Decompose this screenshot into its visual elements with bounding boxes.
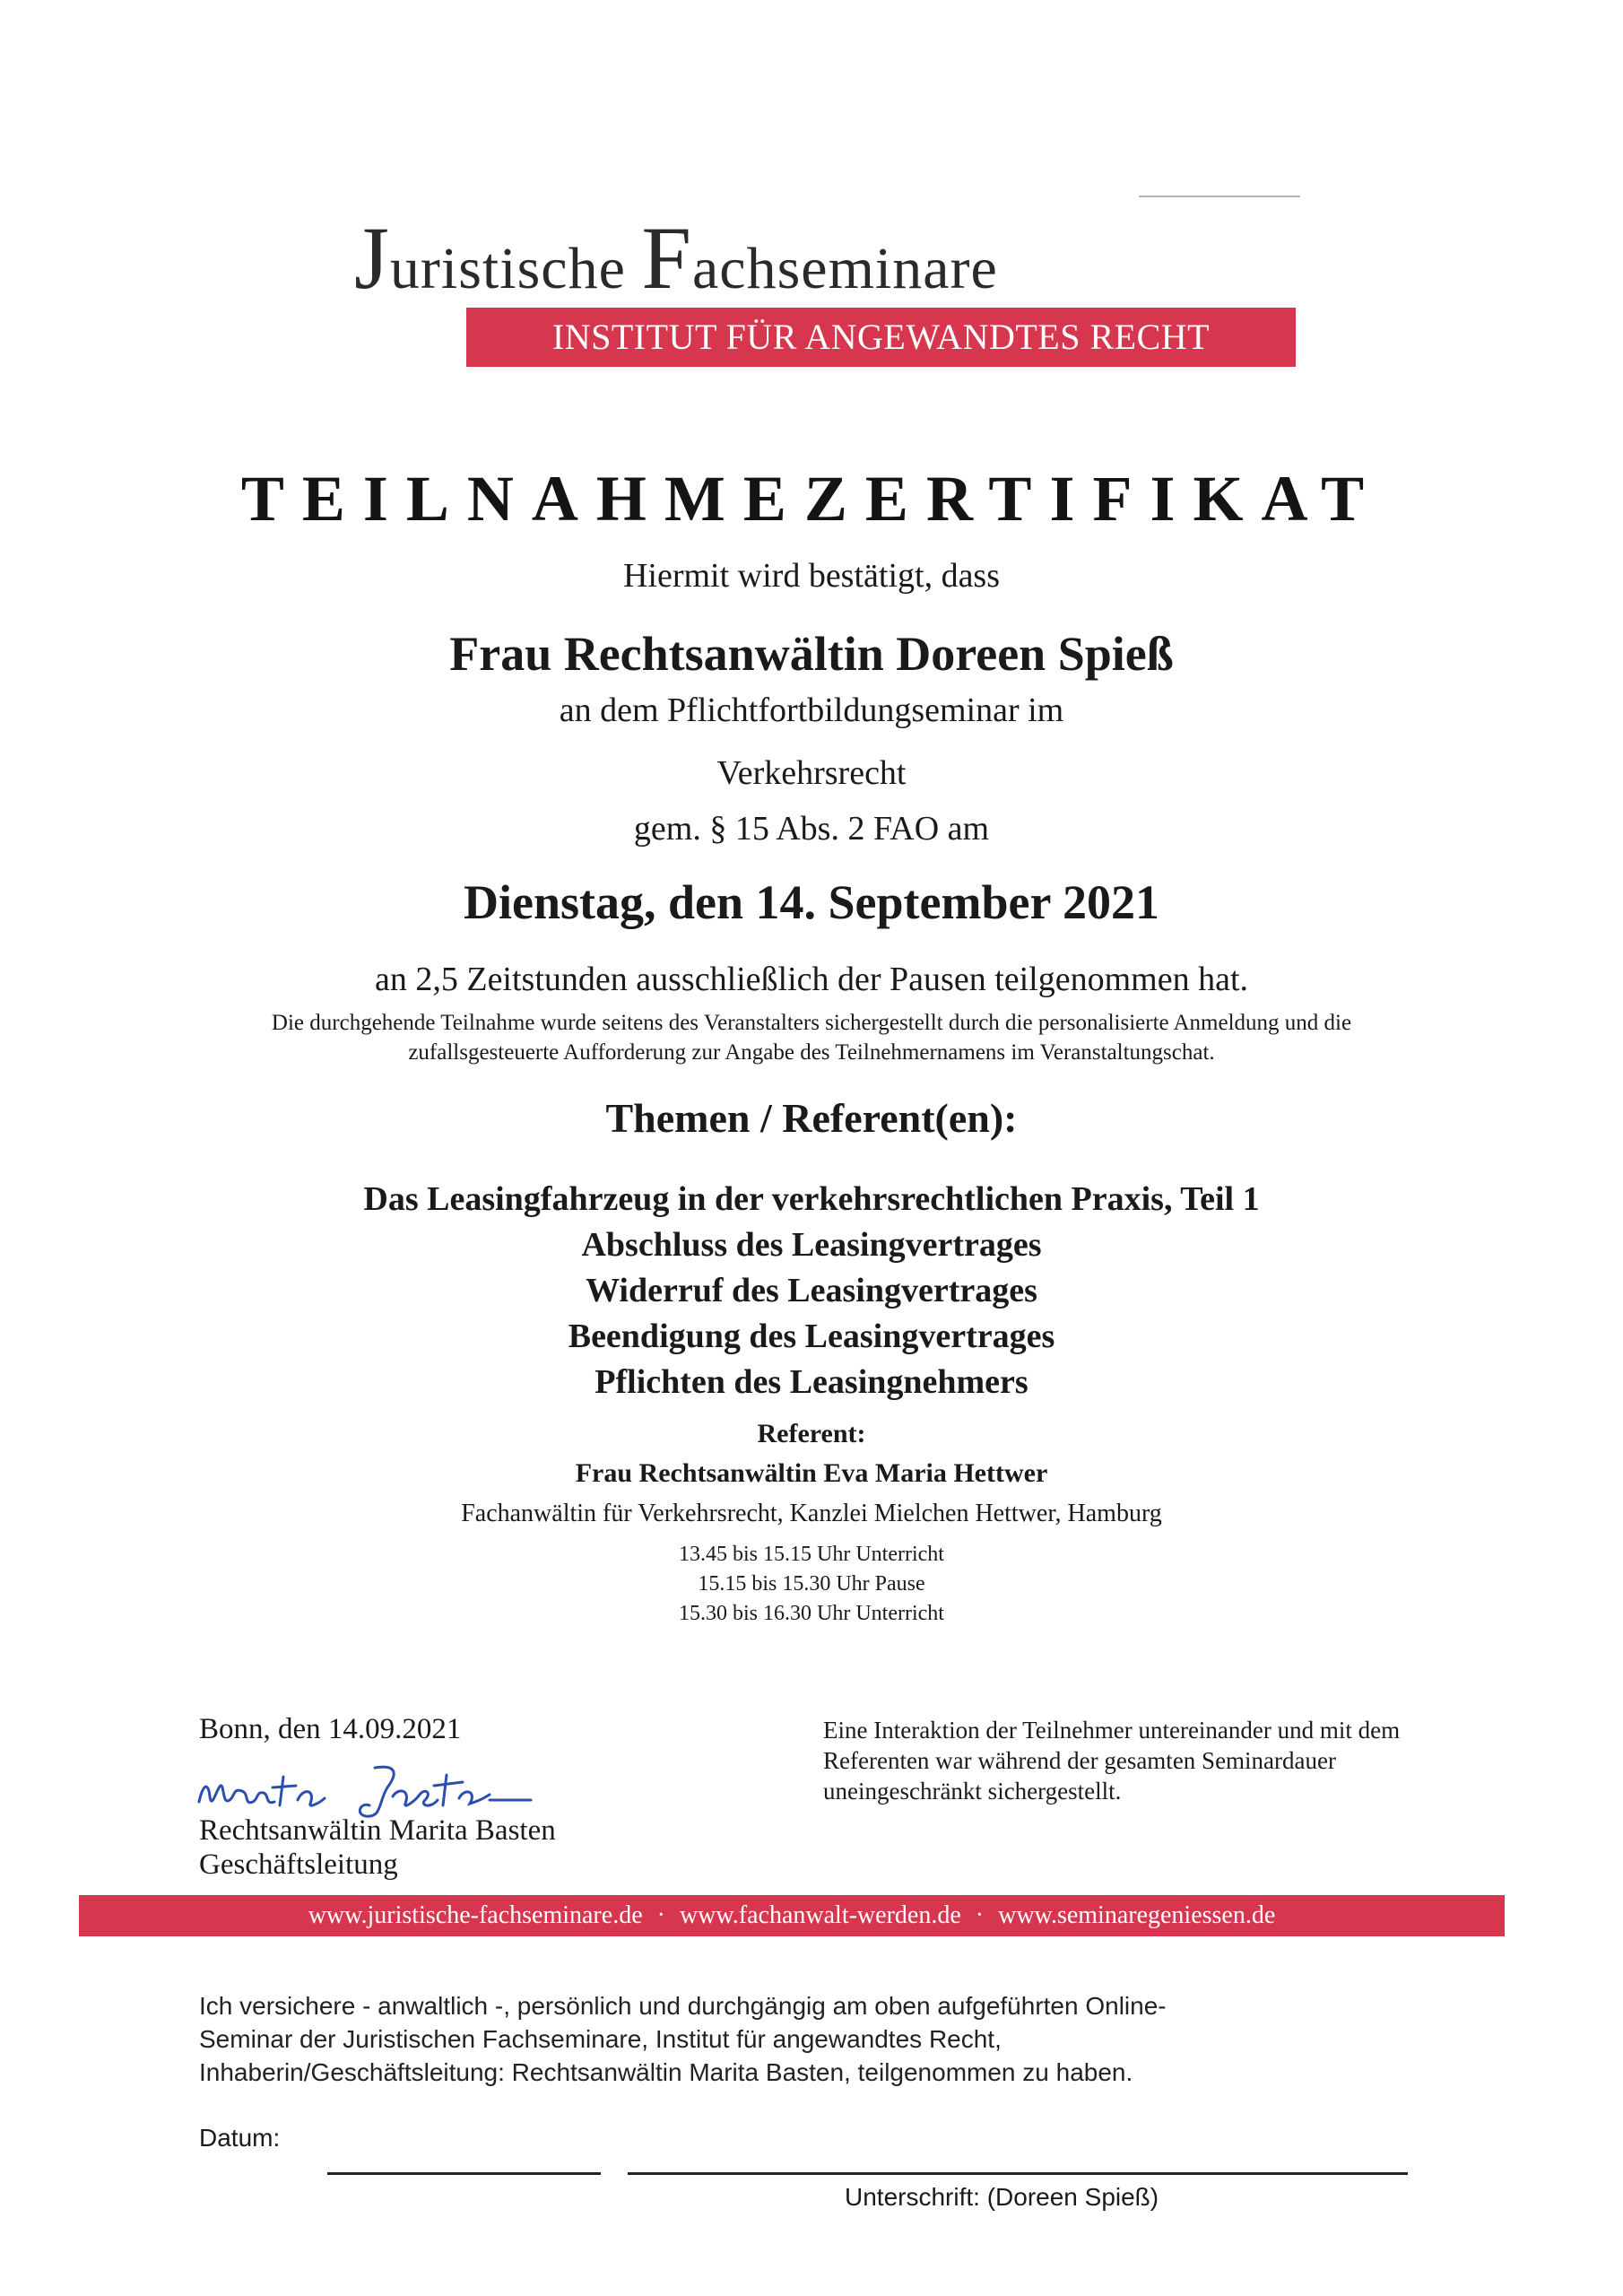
- logo-text-2: achseminare: [692, 236, 998, 301]
- interaction-note-line: uneingeschränkt sichergestellt.: [823, 1778, 1122, 1805]
- declaration-line: Ich versichere - anwaltlich -, persönlich und durchgängig am oben aufgeführten Online-: [199, 1992, 1167, 2020]
- topic-item: Abschluss des Leasingvertrages: [581, 1226, 1042, 1264]
- declaration-line: Seminar der Juristischen Fachseminare, Institut für angewandtes Recht,: [199, 2025, 1002, 2053]
- legal-paragraph: gem. § 15 Abs. 2 FAO am: [633, 810, 990, 848]
- interaction-note-line: Referenten war während der gesamten Seminardauer: [823, 1747, 1336, 1774]
- signer-name: Rechtsanwältin Marita Basten: [199, 1814, 556, 1847]
- signer-block: [199, 1813, 556, 1882]
- logo-title: [354, 208, 998, 308]
- attendance-note: [0, 1008, 1623, 1067]
- topic-item: Widerruf des Leasingvertrages: [586, 1272, 1037, 1309]
- datum-line: [327, 2172, 601, 2175]
- footer-separator: ·: [975, 1901, 985, 1929]
- signature-line: [628, 2172, 1408, 2175]
- attendance-note-line: Die durchgehende Teilnahme wurde seitens des Veranstalters sichergestellt durch die personalisierte Anmeldung und die: [271, 1011, 1352, 1035]
- footer-link-juristische[interactable]: www.juristische-fachseminare.de: [308, 1901, 643, 1929]
- seminar-line: an dem Pflichtfortbildungseminar im: [559, 691, 1064, 729]
- footer-link-seminaregeniessen[interactable]: www.seminaregeniessen.de: [998, 1901, 1276, 1929]
- datum-label: Datum:: [199, 2124, 281, 2152]
- referent-name: Frau Rechtsanwältin Eva Maria Hettwer: [575, 1458, 1048, 1488]
- schedule-item: 15.15 bis 15.30 Uhr Pause: [698, 1572, 925, 1596]
- schedule-item: 13.45 bis 15.15 Uhr Unterricht: [679, 1543, 944, 1566]
- signer-role: Geschäftsleitung: [199, 1848, 398, 1881]
- recipient-name: Frau Rechtsanwältin Doreen Spieß: [449, 627, 1174, 681]
- referent-description: Fachanwältin für Verkehrsrecht, Kanzlei Mielchen Hettwer, Hamburg: [461, 1500, 1162, 1527]
- place-date: Bonn, den 14.09.2021: [199, 1713, 462, 1745]
- footer-link-fachanwalt[interactable]: www.fachanwalt-werden.de: [679, 1901, 961, 1929]
- topic-item: Das Leasingfahrzeug in der verkehrsrechtlichen Praxis, Teil 1: [363, 1180, 1260, 1218]
- logo-text-1: uristische: [389, 236, 642, 301]
- attendance-note-line: zufallsgesteuerte Aufforderung zur Angabe des Teilnehmernamens im Veranstaltungschat.: [408, 1040, 1215, 1065]
- footer-separator: ·: [656, 1901, 665, 1929]
- attendance-hours: an 2,5 Zeitstunden ausschließlich der Pausen teilgenommen hat.: [374, 961, 1249, 998]
- certificate-title: TEILNAHMEZERTIFIKAT: [240, 463, 1383, 535]
- intro-text: Hiermit wird bestätigt, dass: [622, 557, 1001, 595]
- logo-cap-j: J: [354, 208, 390, 308]
- topic-item: Pflichten des Leasingnehmers: [595, 1363, 1028, 1401]
- declaration: [199, 1989, 1499, 2089]
- top-rule: [1139, 196, 1300, 197]
- topics-list: [0, 1177, 1623, 1405]
- referent-label: Referent:: [757, 1419, 866, 1448]
- seminar-date: Dienstag, den 14. September 2021: [464, 875, 1159, 929]
- interaction-note-line: Eine Interaktion der Teilnehmer untereinander und mit dem: [823, 1717, 1401, 1744]
- declaration-line: Inhaberin/Geschäftsleitung: Rechtsanwältin Marita Basten, teilgenommen zu haben.: [199, 2058, 1133, 2086]
- logo-cap-f: F: [641, 208, 692, 308]
- signature-caption: Unterschrift: (Doreen Spieß): [845, 2183, 1159, 2211]
- interaction-note: [823, 1715, 1505, 1806]
- topics-heading: Themen / Referent(en):: [605, 1095, 1018, 1141]
- topic-item: Beendigung des Leasingvertrages: [568, 1318, 1055, 1355]
- seminar-field: Verkehrsrecht: [716, 754, 907, 792]
- schedule: [0, 1540, 1623, 1629]
- logo-banner: INSTITUT FÜR ANGEWANDTES RECHT: [466, 308, 1296, 367]
- footer-banner: [79, 1895, 1505, 1936]
- schedule-item: 15.30 bis 16.30 Uhr Unterricht: [679, 1602, 944, 1625]
